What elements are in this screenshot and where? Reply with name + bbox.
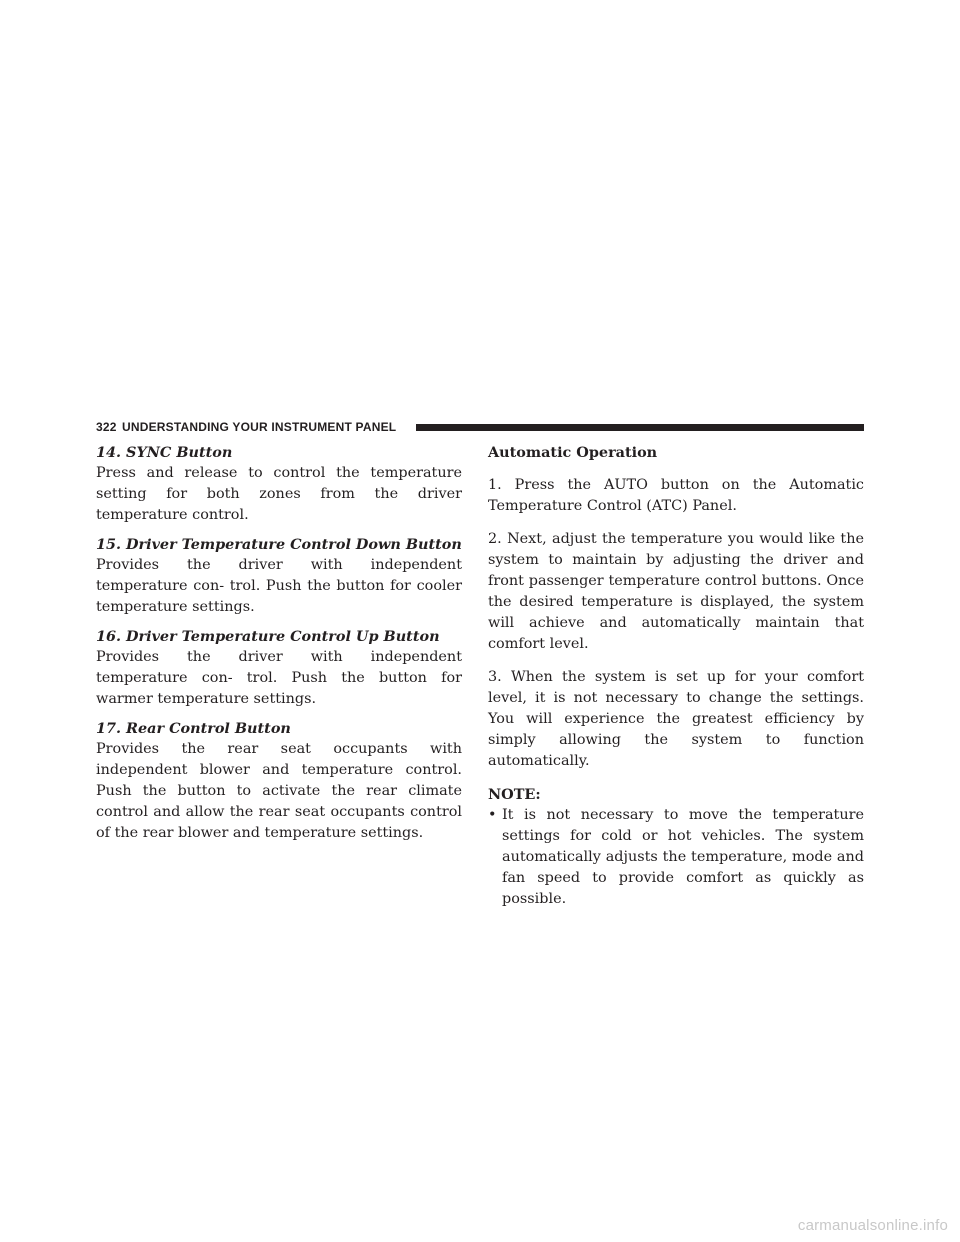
item-title-sync: 14. SYNC Button — [96, 444, 233, 461]
item-title-driver-temp-down: 15. Driver Temperature Control Down Button — [96, 536, 462, 553]
note-text: It is not necessary to move the temperature settings for cold or hot vehicles. The system automatically adjusts the temperature, mode and fan speed to provide comfort as quickly as possible. — [502, 807, 864, 907]
step-paragraph-2: 2. Next, adjust the temperature you would like the system to maintain by adjusting the driver and front passenger temperature control buttons. Once the desired temperature is displayed, the system will achieve and automatically maintain that comfort level. — [488, 531, 864, 652]
bullet-icon: • — [488, 807, 497, 823]
watermark: carmanualsonline.info — [797, 1217, 948, 1234]
item-title-rear-control: 17. Rear Control Button — [96, 720, 291, 737]
item-body-rear-control: Provides the rear seat occupants with independent blower and temperature control. Push the button to activate the rear climate control and allow the rear seat occupants control of the rear blower and temperature settings. — [96, 741, 462, 841]
right-column — [488, 442, 864, 910]
note-bullet-item — [488, 805, 864, 910]
step-paragraph-3: 3. When the system is set up for your comfort level, it is not necessary to change the settings. You will experience the greatest efficiency by simply allowing the system to function automatically. — [488, 669, 864, 769]
header-rule — [416, 424, 864, 431]
left-column — [96, 442, 462, 852]
step-paragraph-1: 1. Press the AUTO button on the Automatic Temperature Control (ATC) Panel. — [488, 477, 864, 514]
page-header — [96, 418, 864, 438]
item-body-driver-temp-down: Provides the driver with independent temperature con- trol. Push the button for cooler temperature settings. — [96, 557, 462, 615]
page-number: 322 — [96, 420, 117, 434]
item-title-driver-temp-up: 16. Driver Temperature Control Up Button — [96, 628, 440, 645]
item-body-sync: Press and release to control the temperature setting for both zones from the driver temperature control. — [96, 465, 462, 523]
note-label: NOTE: — [488, 786, 541, 803]
section-title: UNDERSTANDING YOUR INSTRUMENT PANEL — [122, 420, 397, 434]
item-body-driver-temp-up: Provides the driver with independent temperature con- trol. Push the button for warmer temperature settings. — [96, 649, 462, 707]
section-heading: Automatic Operation — [488, 444, 658, 461]
